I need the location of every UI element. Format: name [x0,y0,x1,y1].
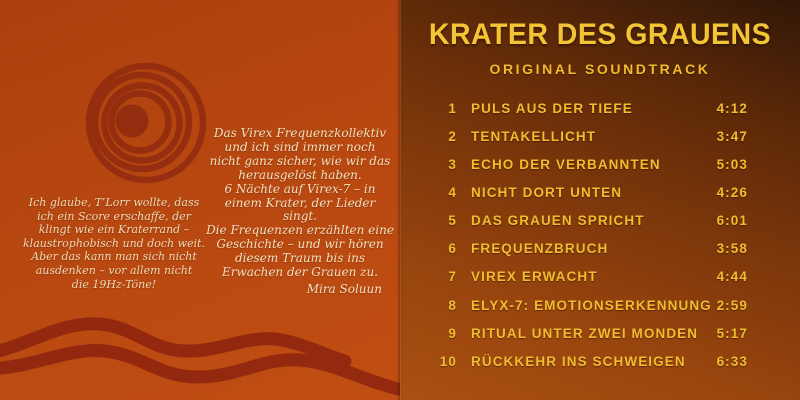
track-number: 8 [448,297,457,313]
track-title: ELYX-7: EMOTIONSERKENNUNG [471,297,712,313]
liner-quote-right: Das Virex Frequenzkollektiv und ich sind immer noch nicht ganz sicher, wie wir das herausgelöst haben. 6 Nächte auf Virex-7 – in einem Krater, der Lieder singt. Die Frequenzen erzählten eine Geschichte – und wir hören diesem Traum bis ins Erwachen der Grauen zu. [206,126,394,280]
track-row [428,178,748,206]
track-duration: 2:59 [716,297,748,313]
booklet-fold-seam [397,0,403,400]
track-duration: 6:33 [716,353,748,369]
track-row [428,235,748,263]
track-duration: 6:01 [716,213,748,229]
track-row [428,94,748,122]
track-title: RÜCKKEHR INS SCHWEIGEN [471,353,686,369]
track-list [428,94,748,375]
track-duration: 5:17 [716,325,748,341]
track-title: NICHT DORT UNTEN [471,184,623,200]
track-row [428,263,748,291]
track-duration: 3:47 [716,128,748,144]
track-row [428,122,748,150]
track-row [428,291,748,319]
track-number: 3 [448,156,457,172]
track-title: ECHO DER VERBANNTEN [471,156,661,172]
track-duration: 4:44 [716,269,748,285]
track-row [428,319,748,347]
track-title: PULS AUS DER TIEFE [471,100,633,116]
track-number: 2 [448,128,457,144]
track-number: 6 [448,241,457,257]
track-row [428,150,748,178]
album-title: KRATER DES GRAUENS [428,18,772,51]
track-title: RITUAL UNTER ZWEI MONDEN [471,325,699,341]
tracklist-panel [400,0,800,400]
liner-signature: Mira Soluun [306,282,382,296]
track-number: 10 [439,353,457,369]
track-number: 7 [448,269,457,285]
track-number: 9 [448,325,457,341]
track-number: 1 [448,100,457,116]
track-duration: 5:03 [716,156,748,172]
track-number: 5 [448,213,457,229]
track-row [428,347,748,375]
track-duration: 3:58 [716,241,748,257]
track-title: VIREX ERWACHT [471,269,598,285]
track-row [428,207,748,235]
liner-quote-left: Ich glaube, T’Lorr wollte, dass ich ein Score erschaffe, der klingt wie ein Kraterrand – klaustrophobisch und doch weit. Aber das kann man sich nicht ausdenken – vor allem nicht die 19Hz-Töne! [23,196,205,291]
track-title: FREQUENZBRUCH [471,241,609,257]
track-number: 4 [448,184,457,200]
track-duration: 4:12 [716,100,748,116]
album-subtitle: ORIGINAL SOUNDTRACK [489,61,711,77]
track-title: DAS GRAUEN SPRICHT [471,213,645,229]
track-duration: 4:26 [716,184,748,200]
track-title: TENTAKELLICHT [471,128,597,144]
